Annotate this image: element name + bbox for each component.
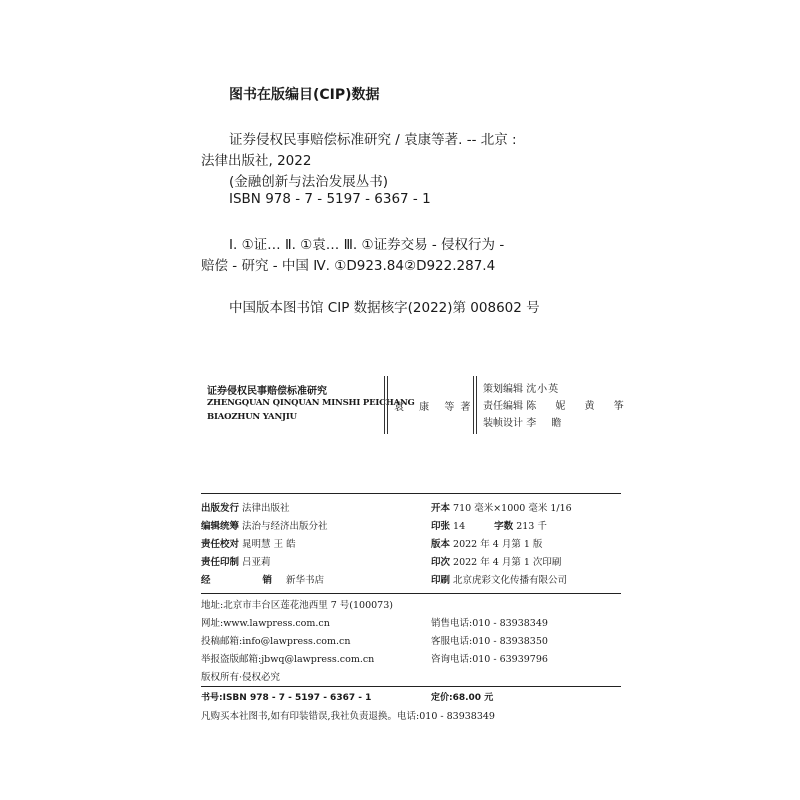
middle-rule xyxy=(201,593,621,594)
pub-row: 经 销 新华书店 xyxy=(201,575,325,586)
bottom-rule xyxy=(201,686,621,687)
divider xyxy=(473,376,477,434)
title-credits-box xyxy=(201,376,636,436)
consult-phone: 咨询电话:010 - 63939796 xyxy=(431,654,548,665)
cip-heading: 图书在版编目(CIP)数据 xyxy=(229,87,380,103)
author: 袁 康 等著 xyxy=(394,402,477,413)
report-email: 举报盗版邮箱:jbwq@lawpress.com.cn xyxy=(201,654,375,665)
pub-row: 责任印制 吕亚莉 xyxy=(201,557,271,568)
address: 地址:北京市丰台区莲花池西里 7 号(100073) xyxy=(201,600,393,611)
pub-row: 编辑统筹 法治与经济出版分社 xyxy=(201,521,328,532)
sales-phone: 销售电话:010 - 83938349 xyxy=(431,618,548,629)
cip-isbn-line: ISBN 978 - 7 - 5197 - 6367 - 1 xyxy=(229,191,431,207)
return-notice: 凡购买本社图书,如有印装错误,我社负责退换。电话:010 - 83938349 xyxy=(201,711,495,722)
editor-row xyxy=(483,414,567,429)
cip-classification-line-2: 赔偿 - 研究 - 中国 Ⅳ. ①D923.84②D922.287.4 xyxy=(201,258,496,274)
editor-role: 装帧设计 xyxy=(483,418,523,429)
pub-row: 出版发行 法律出版社 xyxy=(201,503,290,514)
cip-title-line: 证券侵权民事赔偿标准研究 / 袁康等著. -- 北京 : xyxy=(229,132,517,148)
pub-row: 印次 2022 年 4 月第 1 次印刷 xyxy=(431,557,562,568)
editor-row xyxy=(483,380,559,395)
book-title-pinyin-1: ZHENGQUAN QINQUAN MINSHI PEICHANG xyxy=(207,398,415,408)
editor-role: 策划编辑 xyxy=(483,384,523,395)
editor-role: 责任编辑 xyxy=(483,401,523,412)
pub-row: 开本 710 毫米×1000 毫米 1/16 xyxy=(431,503,572,514)
top-rule xyxy=(201,493,621,494)
cip-classification-line-1: Ⅰ. ①证… Ⅱ. ①袁… Ⅲ. ①证券交易 - 侵权行为 - xyxy=(229,237,505,253)
editor-name: 陈 妮 黄 筝 xyxy=(526,401,632,412)
divider xyxy=(384,376,388,434)
cip-publisher-line: 法律出版社, 2022 xyxy=(201,153,312,169)
pub-row: 印张 14 字数 213 千 xyxy=(431,521,547,532)
book-isbn: 书号:ISBN 978 - 7 - 5197 - 6367 - 1 xyxy=(201,693,372,703)
price: 定价:68.00 元 xyxy=(431,693,494,703)
book-title-cn: 证券侵权民事赔偿标准研究 xyxy=(207,386,327,397)
editor-name: 沈小英 xyxy=(526,384,560,395)
pub-row: 印刷 北京虎彩文化传播有限公司 xyxy=(431,575,568,586)
cip-series-line: (金融创新与法治发展丛书) xyxy=(229,174,389,190)
pub-row: 版本 2022 年 4 月第 1 版 xyxy=(431,539,543,550)
service-phone: 客服电话:010 - 83938350 xyxy=(431,636,548,647)
website: 网址:www.lawpress.com.cn xyxy=(201,618,330,629)
book-title-pinyin-2: BIAOZHUN YANJIU xyxy=(207,412,297,422)
submit-email: 投稿邮箱:info@lawpress.com.cn xyxy=(201,636,351,647)
cip-record-number: 中国版本图书馆 CIP 数据核字(2022)第 008602 号 xyxy=(229,300,540,316)
pub-row: 责任校对 晁明慧 王 皓 xyxy=(201,539,296,550)
editor-row xyxy=(483,397,632,412)
copyright: 版权所有·侵权必究 xyxy=(201,672,281,683)
editor-name: 李 瞻 xyxy=(526,418,568,429)
